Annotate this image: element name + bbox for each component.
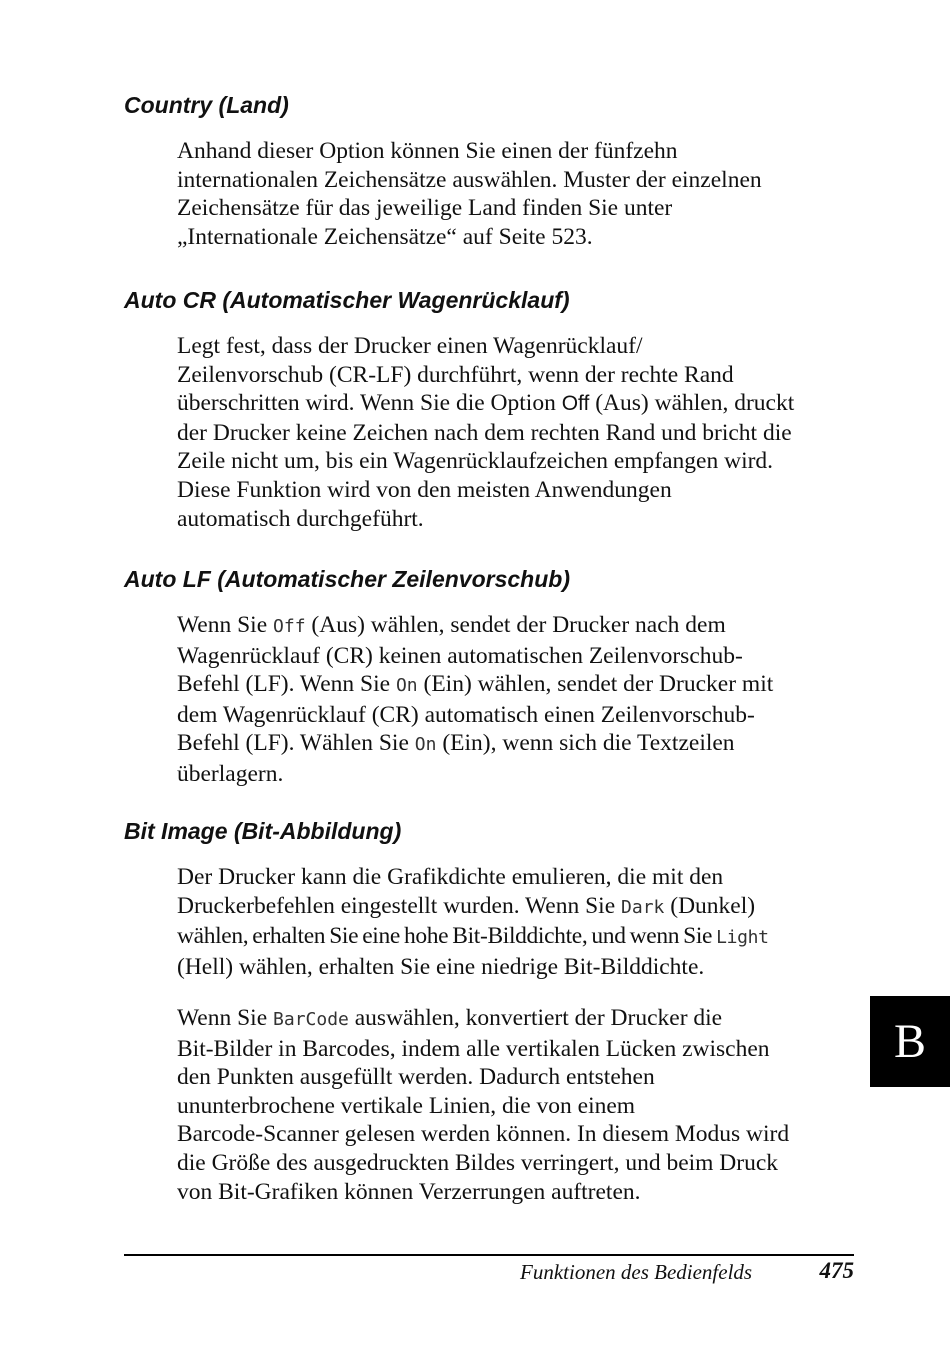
text-line: ununterbrochene vertikale Linien, die von einem — [177, 1092, 636, 1119]
text-line: Zeichensätze für das jeweilige Land finden Sie unter — [177, 195, 673, 222]
heading-bit-image: Bit Image (Bit-Abbildung) — [124, 818, 402, 844]
lcd-setting-on: On — [414, 734, 437, 756]
text-line: den Punkten ausgefüllt werden. Dadurch entstehen — [177, 1064, 655, 1091]
text-line: Zeile nicht um, bis ein Wagenrücklaufzeichen empfangen wird. — [177, 448, 774, 475]
text-line: überlagern. — [177, 760, 284, 787]
text-line — [177, 729, 857, 760]
text-line: Legt fest, dass der Drucker einen Wagenrücklauf/ — [177, 333, 643, 359]
text-line: von Bit-Grafiken können Verzerrungen auftreten. — [177, 1178, 641, 1205]
text-line: Zeilenvorschub (CR-LF) durchführt, wenn der rechte Rand — [177, 361, 734, 388]
option-off-label: Off — [561, 392, 590, 416]
text-line: (Hell) wählen, erhalten Sie eine niedrige Bit-Bilddichte. — [177, 953, 705, 980]
text-line — [177, 670, 857, 701]
lcd-setting-barcode: BarCode — [273, 1009, 349, 1030]
footer-title: Funktionen des Bedienfelds — [520, 1260, 753, 1284]
text-fragment: (Aus) wählen, sendet der Drucker nach dem — [305, 612, 726, 638]
text-line: Wagenrücklauf (CR) keinen automatischen Zeilenvorschub- — [177, 642, 743, 669]
text-fragment: (Ein), wenn sich die Textzeilen — [436, 730, 735, 757]
text-line: der Drucker keine Zeichen nach dem rechten Rand und bricht die — [177, 419, 792, 446]
text-line — [177, 611, 857, 642]
text-line: die Größe des ausgedruckten Bildes verringert, und beim Druck — [177, 1149, 779, 1176]
appendix-tab: B — [870, 996, 950, 1087]
text-line: dem Wagenrücklauf (CR) automatisch einen Zeilenvorschub- — [177, 701, 755, 728]
text-fragment: Befehl (LF). Wählen Sie — [177, 730, 415, 757]
text-fragment: Druckerbefehlen eingestellt wurden. Wenn Sie — [177, 892, 622, 919]
text-line — [177, 389, 857, 419]
text-line: automatisch durchgeführt. — [177, 505, 424, 532]
text-line: Der Drucker kann die Grafikdichte emulieren, die mit den — [177, 864, 724, 890]
text-fragment: überschritten wird. Wenn Sie die Option — [177, 390, 562, 417]
text-fragment: (Ein) wählen, sendet der Drucker mit — [417, 671, 774, 698]
paragraph-auto-lf — [177, 611, 857, 789]
text-fragment: auswählen, konvertiert der Drucker die — [348, 1005, 723, 1031]
heading-country: Country (Land) — [124, 92, 289, 118]
text-line: Barcode-Scanner gelesen werden können. In diesem Modus wird — [177, 1121, 790, 1148]
page-number: 475 — [819, 1258, 854, 1283]
heading-auto-lf: Auto LF (Automatischer Zeilenvorschub) — [124, 566, 570, 592]
lcd-setting-off: Off — [273, 616, 306, 637]
paragraph-auto-cr — [177, 332, 857, 533]
lcd-setting-on: On — [395, 675, 418, 697]
text-line — [177, 892, 857, 923]
text-fragment: (Aus) wählen, druckt — [589, 390, 795, 417]
lcd-setting-dark: Dark — [621, 896, 665, 918]
text-line — [177, 922, 857, 953]
text-line: Diese Funktion wird von den meisten Anwendungen — [177, 476, 672, 503]
text-line: Anhand dieser Option können Sie einen der fünfzehn — [177, 138, 678, 164]
footer-divider — [124, 1254, 854, 1256]
lcd-setting-light: Light — [716, 927, 769, 949]
text-fragment: Wenn Sie — [177, 612, 274, 638]
text-fragment: Wenn Sie — [177, 1005, 274, 1031]
paragraph-country — [177, 137, 857, 251]
text-fragment: wählen, erhalten Sie eine hohe Bit-Bilddichte, und wenn Sie — [177, 923, 717, 950]
text-line: „Internationale Zeichensätze“ auf Seite 523. — [177, 223, 593, 250]
text-line: Bit-Bilder in Barcodes, indem alle vertikalen Lücken zwischen — [177, 1035, 770, 1062]
paragraph-bit-image-density — [177, 863, 857, 981]
text-fragment: Befehl (LF). Wenn Sie — [177, 671, 396, 698]
text-fragment: (Dunkel) — [664, 892, 756, 919]
heading-auto-cr: Auto CR (Automatischer Wagenrücklauf) — [124, 287, 570, 313]
paragraph-bit-image-barcode — [177, 1004, 857, 1206]
text-line: internationalen Zeichensätze auswählen. Muster der einzelnen — [177, 166, 762, 193]
text-line — [177, 1004, 857, 1035]
